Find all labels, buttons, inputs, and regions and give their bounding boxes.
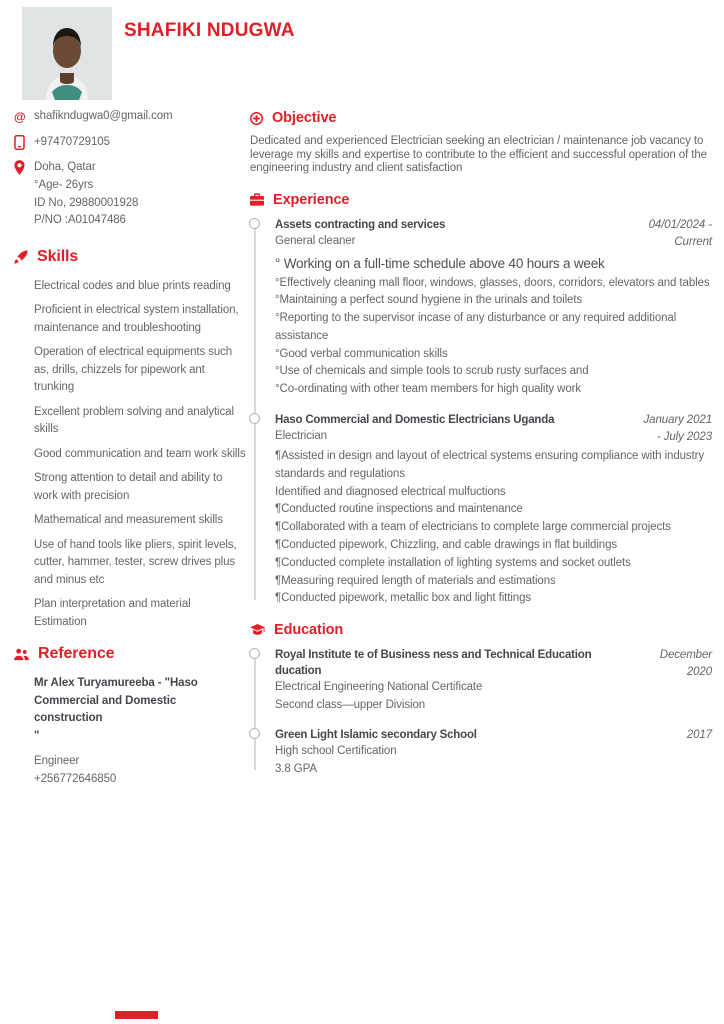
contact-email-row <box>14 108 246 125</box>
contact-detail-line: P/NO :A01047486 <box>34 214 126 226</box>
contact-email: shafikndugwa0@gmail.com <box>34 110 173 122</box>
reference-body <box>14 675 246 788</box>
objective-section-header <box>250 110 712 126</box>
footer-accent-bar <box>115 1011 158 1019</box>
experience-bullet: ¶Conducted pipework, metallic box and light fittings <box>275 592 532 605</box>
experience-bullets <box>275 448 712 608</box>
rocket-icon <box>14 250 28 264</box>
objective-section-title: Objective <box>272 110 337 126</box>
briefcase-icon <box>250 193 264 206</box>
experience-bullet: °Use of chemicals and simple tools to scrub rusty surfaces and <box>275 365 589 378</box>
graduation-cap-icon <box>250 624 265 636</box>
experience-role: General cleaner <box>275 234 356 247</box>
timeline-dot <box>249 218 260 229</box>
education-detail-line: 3.8 GPA <box>275 762 317 775</box>
experience-bullet: ¶Assisted in design and layout of electrical systems ensuring compliance with industry standards and regulations <box>275 450 705 480</box>
skill-item: Strong attention to detail and ability to work with precision <box>34 472 223 502</box>
left-column <box>14 108 246 788</box>
people-icon <box>14 648 29 661</box>
location-pin-icon <box>14 160 27 175</box>
candidate-name: SHAFIKI NDUGWA <box>124 20 295 41</box>
education-detail-line: Second class—upper Division <box>275 698 426 711</box>
experience-bullet: °Maintaining a perfect sound hygiene in the urinals and toilets <box>275 294 583 307</box>
experience-bullets <box>275 275 712 400</box>
education-school: Royal Institute te of Business ness and Technical Education ducation <box>275 649 592 678</box>
experience-timeline <box>250 217 712 609</box>
education-school: Green Light Islamic secondary School <box>275 729 477 742</box>
email-icon: @ <box>14 110 26 124</box>
education-detail-line: High school Certification <box>275 745 397 758</box>
experience-bullet: ¶Conducted routine inspections and maintenance <box>275 503 523 516</box>
contact-location: Doha, Qatar <box>34 161 96 173</box>
contact-detail-line: °Age- 26yrs <box>34 179 94 191</box>
skills-section-header <box>14 248 246 266</box>
education-lines <box>275 679 620 714</box>
profile-photo-image <box>22 7 112 100</box>
timeline-dot <box>249 413 260 424</box>
contact-details <box>14 177 246 230</box>
skill-item: Electrical codes and blue prints reading <box>34 279 231 292</box>
education-dates: December 2020 <box>659 649 712 679</box>
education-detail-line: Electrical Engineering National Certificate <box>275 681 483 694</box>
experience-highlight: ° Working on a full-time schedule above 40 hours a week <box>275 255 605 271</box>
reference-name <box>34 675 246 745</box>
experience-bullet: ¶Collaborated with a team of electricians to complete large commercial projects <box>275 521 671 534</box>
skill-item: Plan interpretation and material Estimation <box>34 598 191 628</box>
reference-name-line: " <box>34 729 40 742</box>
contact-phone-row <box>14 134 246 150</box>
experience-section-header <box>250 192 712 208</box>
experience-role: Electrician <box>275 430 327 443</box>
reference-name-line: Commercial and Domestic construction <box>34 694 177 724</box>
education-entry-2 <box>250 727 712 778</box>
experience-bullet: ¶Conducted complete installation of lighting systems and socket outlets <box>275 556 631 569</box>
skill-item: Use of hand tools like pliers, spirit levels, cutter, hammer, tester, screw drives plus and minus etc <box>34 538 237 586</box>
contact-phone: +97470729105 <box>34 136 110 148</box>
reference-role: Engineer <box>34 755 80 767</box>
right-column <box>250 110 712 792</box>
reference-section-title: Reference <box>38 645 115 662</box>
phone-icon <box>14 135 27 150</box>
experience-entry-2 <box>250 412 712 608</box>
experience-bullet: °Effectively cleaning mall floor, windows, glasses, doors, corridors, elevators and tables <box>275 276 710 289</box>
education-lines <box>275 743 477 778</box>
skill-item: Excellent problem solving and analytical skills <box>34 405 234 435</box>
timeline-dot <box>249 728 260 739</box>
experience-dates: January 2021 - July 2023 <box>643 414 712 444</box>
reference-section-header <box>14 645 246 663</box>
education-timeline <box>250 647 712 778</box>
experience-bullet: °Good verbal communication skills <box>275 347 448 360</box>
experience-dates: 04/01/2024 - Current <box>648 218 712 248</box>
experience-section-title: Experience <box>273 191 350 208</box>
skill-item: Good communication and team work skills <box>34 447 246 460</box>
profile-photo <box>22 7 112 100</box>
timeline-dot <box>249 648 260 659</box>
skill-item: Operation of electrical equipments such as, drills, chizzels for pipework ant trunking <box>34 346 233 393</box>
experience-bullet: °Reporting to the supervisor incase of any disturbance or any required additional assistance <box>275 312 677 342</box>
skill-item: Proficient in electrical system installation, maintenance and troubleshooting <box>34 304 239 334</box>
skills-list <box>14 278 246 632</box>
skills-section-title: Skills <box>37 247 79 265</box>
objective-text: Dedicated and experienced Electrician seeking an electrician / maintenance job vacancy to leverage my skills and expertise to contribute to the efficient and successful operation of the engineering industry and client satisfaction <box>250 135 707 174</box>
experience-bullet: °Co-ordinating with other team members for high quality work <box>275 383 582 396</box>
contact-location-row <box>14 159 246 175</box>
contact-detail-line: ID No, 29880001928 <box>34 196 139 209</box>
experience-entry-1 <box>250 217 712 400</box>
reference-name-line: Mr Alex Turyamureeba - "Haso <box>34 677 198 689</box>
experience-bullet: ¶Conducted pipework, Chizzling, and cable drawings in flat buildings <box>275 539 618 552</box>
education-dates: 2017 <box>686 729 712 742</box>
experience-bullet: Identified and diagnosed electrical mulfuctions <box>275 485 506 498</box>
education-entry-1 <box>250 647 712 714</box>
education-section-title: Education <box>274 622 344 639</box>
reference-phone: +256772646850 <box>34 772 117 785</box>
experience-company: Haso Commercial and Domestic Electricians Uganda <box>275 414 555 427</box>
experience-company: Assets contracting and services <box>275 218 446 231</box>
skill-item: Mathematical and measurement skills <box>34 514 223 526</box>
experience-bullet: ¶Measuring required length of materials and estimations <box>275 574 556 587</box>
plus-circle-icon <box>250 112 263 125</box>
education-section-header <box>250 622 712 638</box>
